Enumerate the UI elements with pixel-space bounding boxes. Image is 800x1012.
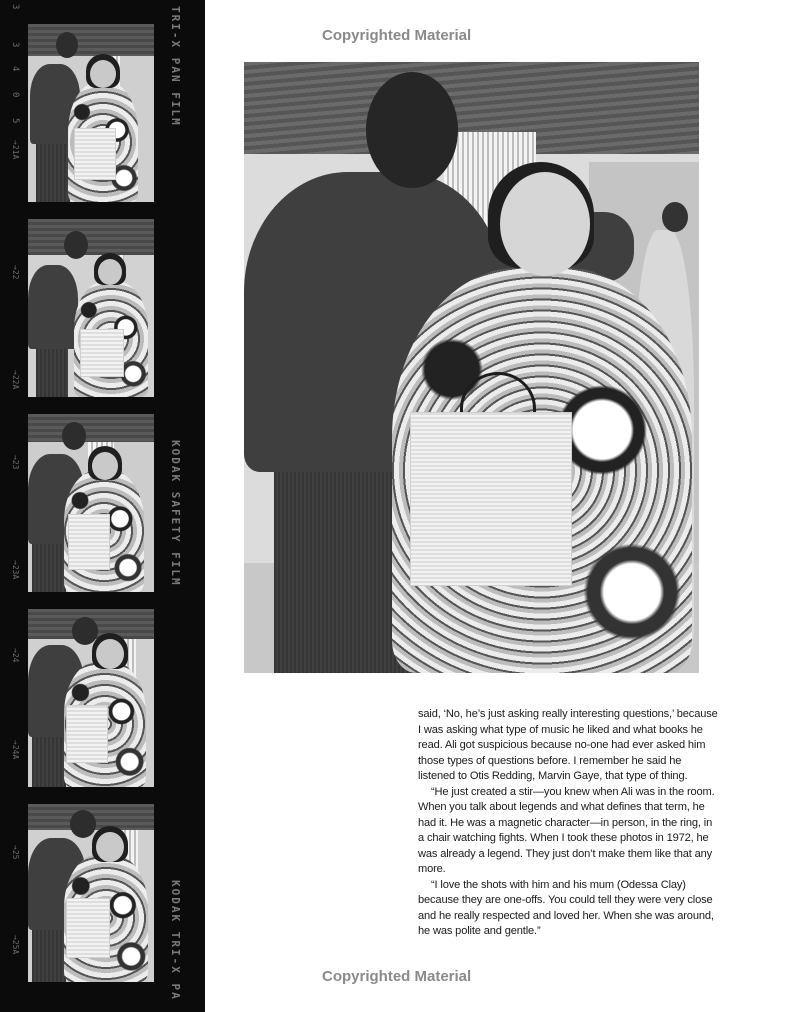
frame-number: →23 [11,455,20,470]
contact-frame [28,804,154,982]
article-paragraph: “I love the shots with him and his mum (Odessa Clay) because they are one-offs. You could tell they were very close and he really respected and loved her. When she was around, he was polite and gentle.” [418,878,714,937]
film-number: 3 [10,42,20,48]
contact-frame [28,414,154,592]
copyright-watermark: Copyrighted Material [322,27,472,44]
film-right-edge [166,0,186,1012]
frame-number: →24 [11,648,20,663]
main-photograph [244,62,699,673]
film-brand-text: KODAK TRI-X PA [169,880,182,1001]
frame-number: →25 [11,845,20,860]
contact-frame [28,24,154,202]
frame-number: →25A [11,935,20,955]
frame-number: →23A [11,560,20,580]
film-brand-text: KODAK SAFETY FILM [169,440,182,587]
frame-number: →24A [11,740,20,760]
frame-number: →22A [11,370,20,390]
film-number: 3 [10,4,20,10]
film-brand-text: TRI-X PAN FILM [169,6,182,127]
article-paragraph: “He just created a stir—you knew when Ali was in the room. When you talk about legends and what defines that term, he had it. He was a magnetic character—in person, in the ring, in a chair watching fights. When I took these photos in 1972, he was already a legend. They just don’t make them like that any more. [418,785,715,875]
contact-frame [28,609,154,787]
frame-number: →21A [11,140,20,160]
contact-frame [28,219,154,397]
film-number: 4 [10,66,20,72]
film-number: 0 [10,92,20,98]
article-paragraph: said, ‘No, he’s just asking really interesting questions,’ because I was asking what type of music he liked and what books he read. Ali got suspicious because no-one had ever asked him those types of questions before. I remember he said he listened to Otis Redding, Marvin Gaye, that type of thing. [418,708,718,782]
article-body [418,707,718,940]
film-number: 5 [10,118,20,124]
film-left-edge [0,0,22,1012]
contact-sheet-filmstrip [0,0,205,1012]
frame-number: →22 [11,265,20,280]
copyright-watermark: Copyrighted Material [322,968,472,985]
